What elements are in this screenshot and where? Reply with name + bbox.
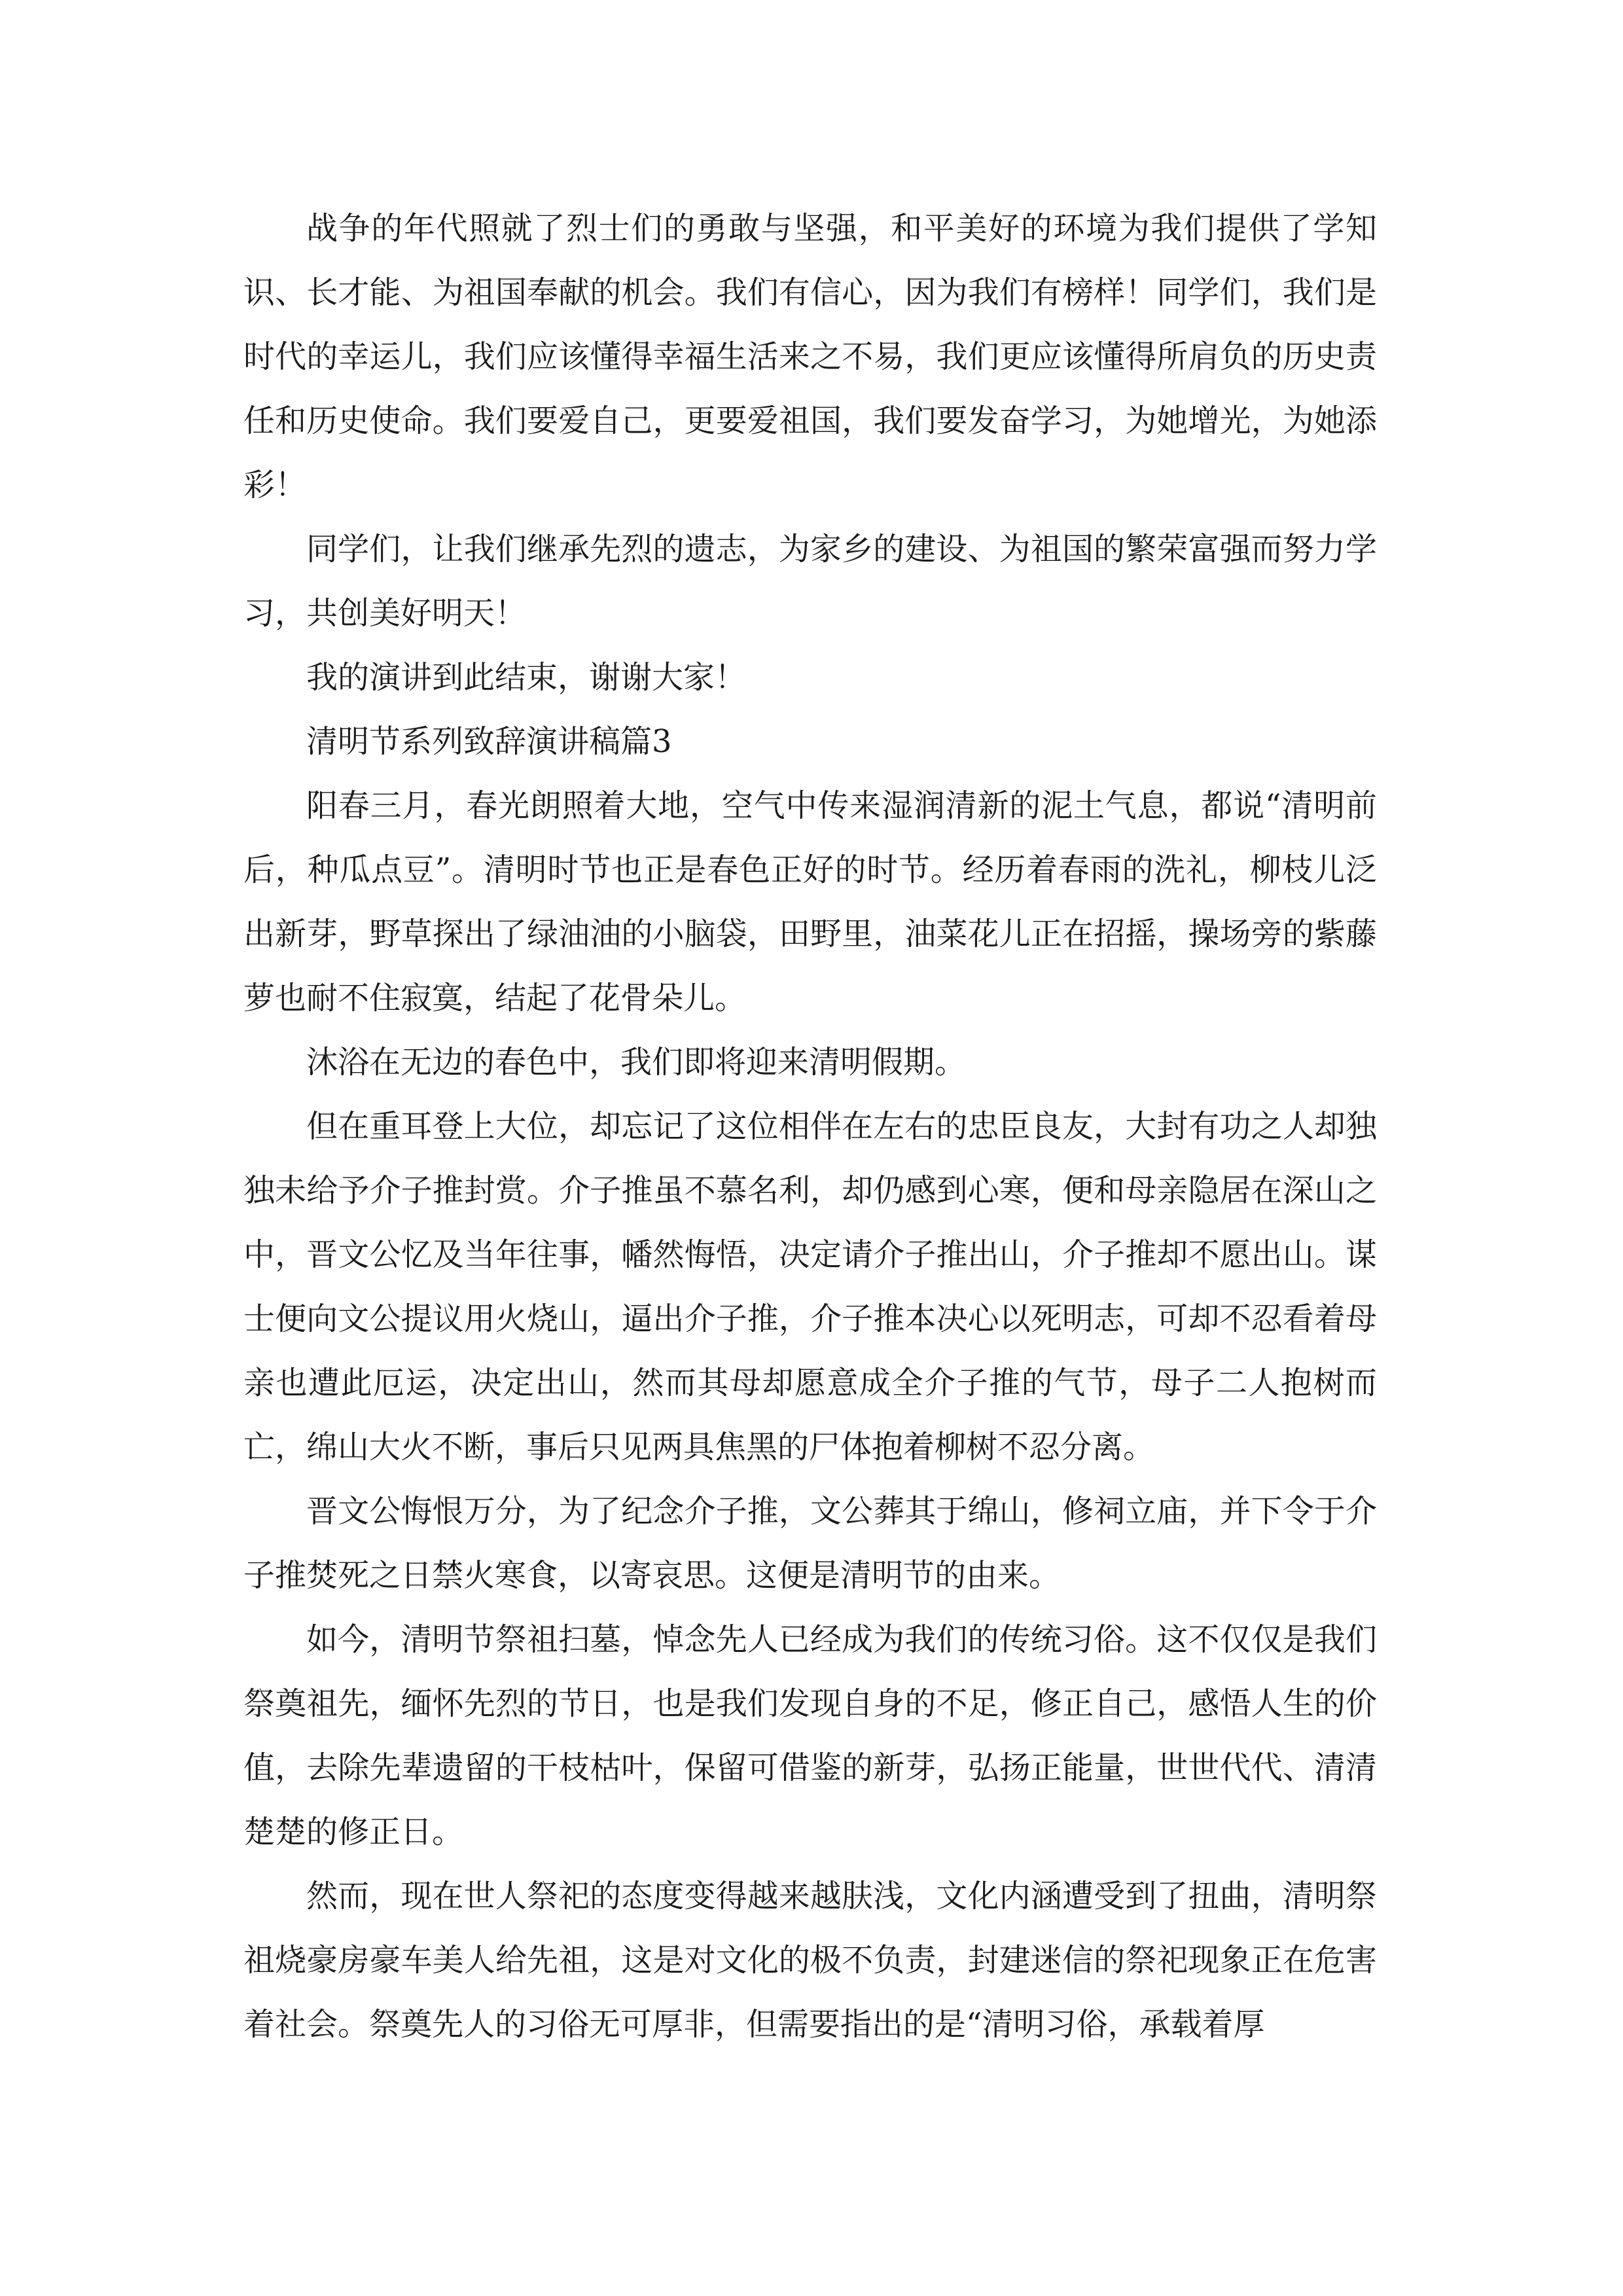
paragraph-3: 我的演讲到此结束，谢谢大家！ [306, 659, 747, 696]
paragraph-5: 阳春三月，春光朗照着大地，空气中传来湿润清新的泥土气息，都说“清明前后，种瓜点豆”。清明时节也正是春色正好的时节。经历着春雨的洗礼，柳枝儿泛出新芽，野草探出了绿油油的小脑袋，田野里，油菜花儿正在招摇，操场旁的紫藤萝也耐不住寂寞，结起了花骨朵儿。 [243, 787, 1377, 1016]
paragraph-1: 战争的年代照就了烈士们的勇敢与坚强，和平美好的环境为我们提供了学知识、长才能、为祖国奉献的机会。我们有信心，因为我们有榜样！同学们，我们是时代的幸运儿，我们应该懂得幸福生活来之不易，我们更应该懂得所肩负的历史责任和历史使命。我们要爱自己，更要爱祖国，我们要发奋学习，为她增光，为她添彩！ [243, 210, 1377, 503]
paragraph-6: 沐浴在无边的春色中，我们即将迎来清明假期。 [306, 1044, 967, 1081]
paragraph-2: 同学们，让我们继承先烈的遗志，为家乡的建设、为祖国的繁荣富强而努力学习，共创美好明天！ [243, 531, 1377, 632]
paragraph-7: 但在重耳登上大位，却忘记了这位相伴在左右的忠臣良友，大封有功之人却独独未给予介子推封赏。介子推虽不慕名利，却仍感到心寒，便和母亲隐居在深山之中，晋文公忆及当年往事，幡然悔悟，决定请介子推出山，介子推却不愿出山。谋士便向文公提议用火烧山，逼出介子推，介子推本决心以死明志，可却不忍看着母亲也遭此厄运，决定出山，然而其母却愿意成全介子推的气节，母子二人抱树而亡，绵山大火不断，事后只见两具焦黑的尸体抱着柳树不忍分离。 [243, 1108, 1377, 1465]
paragraph-10: 然而，现在世人祭祀的态度变得越来越肤浅，文化内涵遭受到了扭曲，清明祭祖烧豪房豪车美人给先祖，这是对文化的极不负责，封建迷信的祭祀现象正在危害着社会。祭奠先人的习俗无可厚非，但需要指出的是“清明习俗，承载着厚 [243, 1878, 1377, 2043]
paragraph-8: 晋文公悔恨万分，为了纪念介子推，文公葬其于绵山，修祠立庙，并下令于介子推焚死之日禁火寒食，以寄哀思。这便是清明节的由来。 [243, 1493, 1377, 1594]
document-body [243, 196, 1377, 2056]
paragraph-9: 如今，清明节祭祖扫墓，悼念先人已经成为我们的传统习俗。这不仅仅是我们祭奠祖先，缅怀先烈的节日，也是我们发现自身的不足，修正自己，感悟人生的价值，去除先辈遗留的干枝枯叶，保留可借鉴的新芽，弘扬正能量，世世代代、清清楚楚的修正日。 [243, 1621, 1377, 1850]
section-heading: 清明节系列致辞演讲稿篇3 [306, 723, 672, 760]
